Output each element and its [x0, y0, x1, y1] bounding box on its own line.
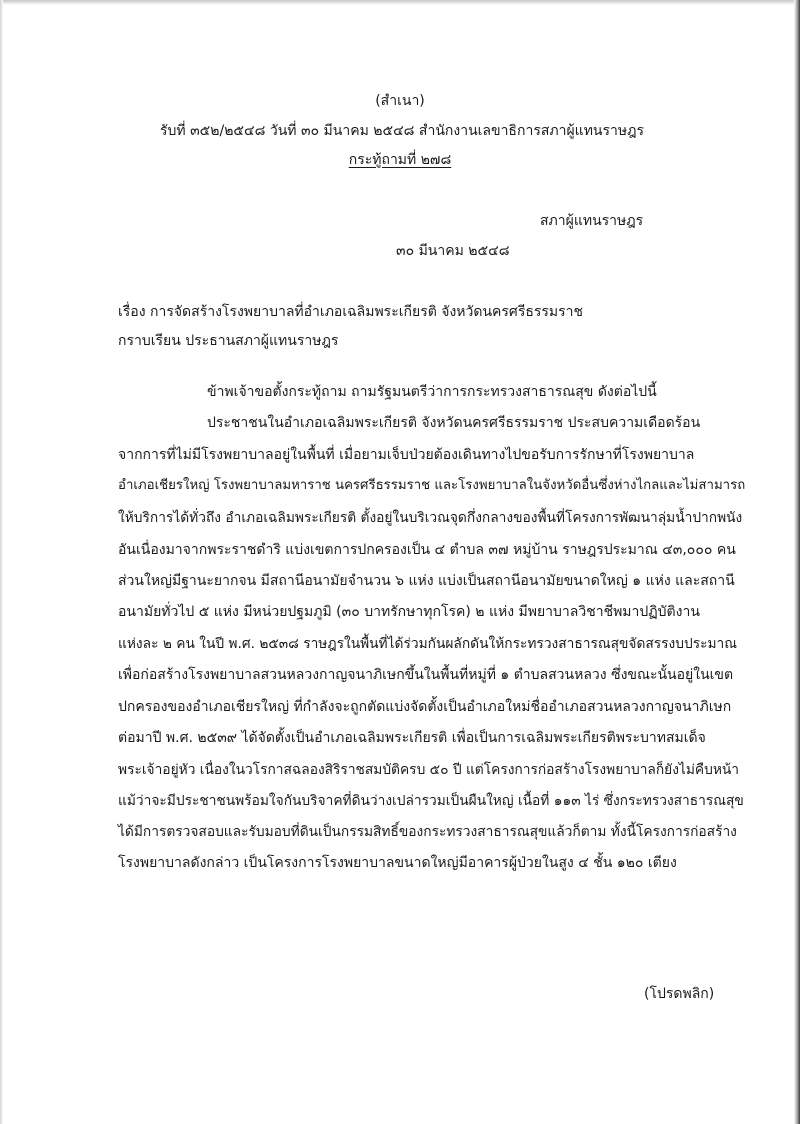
body-line: ให้บริการได้ทั่วถึง อำเภอเฉลิมพระเกียรติ ตั้งอยู่ในบริเวณจุดกึ่งกลางของพื้นที่โครงการพัฒนาลุ่มน้ำปากพนัง	[118, 510, 743, 526]
body-line: พระเจ้าอยู่หัว เนื่องในวโรกาสฉลองสิริราชสมบัติครบ ๕๐ ปี แต่โครงการก่อสร้างโรงพยาบาลก็ยังไม่คืบหน้า	[118, 762, 740, 778]
body-line: โรงพยาบาลดังกล่าว เป็นโครงการโรงพยาบาลขนาดใหญ่มีอาคารผู้ป่วยในสูง ๔ ชั้น ๑๒๐ เตียง	[118, 855, 677, 871]
salutation-line: กราบเรียน ประธานสภาผู้แทนราษฎร	[118, 333, 339, 349]
body-line: แม้ว่าจะมีประชาชนพร้อมใจกันบริจาคที่ดินว่างเปล่ารวมเป็นผืนใหญ่ เนื้อที่ ๑๑๓ ไร่ ซึ่งกระทรวงสาธารณสุข	[118, 793, 744, 809]
receipt-line: รับที่ ๓๕๒/๒๕๔๘ วันที่ ๓๐ มีนาคม ๒๕๔๘ สำนักงานเลขาธิการสภาผู้แทนราษฎร	[160, 123, 645, 139]
body-line: แห่งละ ๒ คน ในปี พ.ศ. ๒๕๓๘ ราษฎรในพื้นที่ได้ร่วมกันผลักดันให้กระทรวงสาธารณสุขจัดสรรงบประมาณ	[118, 636, 738, 652]
scan-edge-top	[0, 0, 800, 5]
body-line: อนามัยทั่วไป ๕ แห่ง มีหน่วยปฐมภูมิ (๓๐ บาทรักษาทุกโรค) ๒ แห่ง มีพยาบาลวิชาชีพมาปฏิบัติงาน	[118, 604, 700, 620]
body-line: จากการที่ไม่มีโรงพยาบาลอยู่ในพื้นที่ เมื่อยามเจ็บป่วยต้องเดินทางไปขอรับการรักษาที่โรงพยาบาล	[118, 447, 695, 463]
body-line: ได้มีการตรวจสอบและรับมอบที่ดินเป็นกรรมสิทธิ์ของกระทรวงสาธารณสุขแล้วก็ตาม ทั้งนี้โครงการก่อสร้าง	[118, 824, 737, 840]
body-line: ต่อมาปี พ.ศ. ๒๕๓๙ ได้จัดตั้งเป็นอำเภอเฉลิมพระเกียรติ เพื่อเป็นการเฉลิมพระเกียรติพระบาทสมเด็จ	[118, 730, 706, 746]
turn-over-note: (โปรดพลิก)	[644, 986, 715, 1002]
letter-date: ๓๐ มีนาคม ๒๕๔๘	[396, 243, 510, 259]
body-line: ส่วนใหญ่มีฐานะยากจน มีสถานีอนามัยจำนวน ๖ แห่ง แบ่งเป็นสถานีอนามัยขนาดใหญ่ ๑ แห่ง และสถานี	[118, 573, 735, 589]
sender-org: สภาผู้แทนราษฎร	[540, 213, 644, 229]
copy-label: (สำเนา)	[375, 93, 425, 109]
subject-line: เรื่อง การจัดสร้างโรงพยาบาลที่อำเภอเฉลิมพระเกียรติ จังหวัดนครศรีธรรมราช	[118, 304, 584, 320]
body-line: อำเภอเชียรใหญ่ โรงพยาบาลมหาราช นครศรีธรรมราช และโรงพยาบาลในจังหวัดอื่นซึ่งห่างไกลและไม่สามารถ	[118, 478, 746, 493]
body-line: อันเนื่องมาจากพระราชดำริ แบ่งเขตการปกครองเป็น ๔ ตำบล ๓๗ หมู่บ้าน ราษฎรประมาณ ๔๓,๐๐๐ คน	[118, 542, 736, 558]
question-number: กระทู้ถามที่ ๒๗๘	[348, 152, 452, 168]
body-line: เพื่อก่อสร้างโรงพยาบาลสวนหลวงกาญจนาภิเษกขึ้นในพื้นที่หมู่ที่ ๑ ตำบลสวนหลวง ซึ่งขณะนั้นอยู่ในเขต	[118, 667, 734, 683]
body-line: ปกครองของอำเภอเชียรใหญ่ ที่กำลังจะถูกตัดแบ่งจัดตั้งเป็นอำเภอใหม่ชื่ออำเภอสวนหลวงกาญจนาภิเษก	[118, 699, 732, 715]
body-line: ประชาชนในอำเภอเฉลิมพระเกียรติ จังหวัดนครศรีธรรมราช ประสบความเดือดร้อน	[207, 415, 701, 431]
body-line: ข้าพเจ้าขอตั้งกระทู้ถาม ถามรัฐมนตรีว่าการกระทรวงสาธารณสุข ดังต่อไปนี้	[207, 384, 657, 400]
